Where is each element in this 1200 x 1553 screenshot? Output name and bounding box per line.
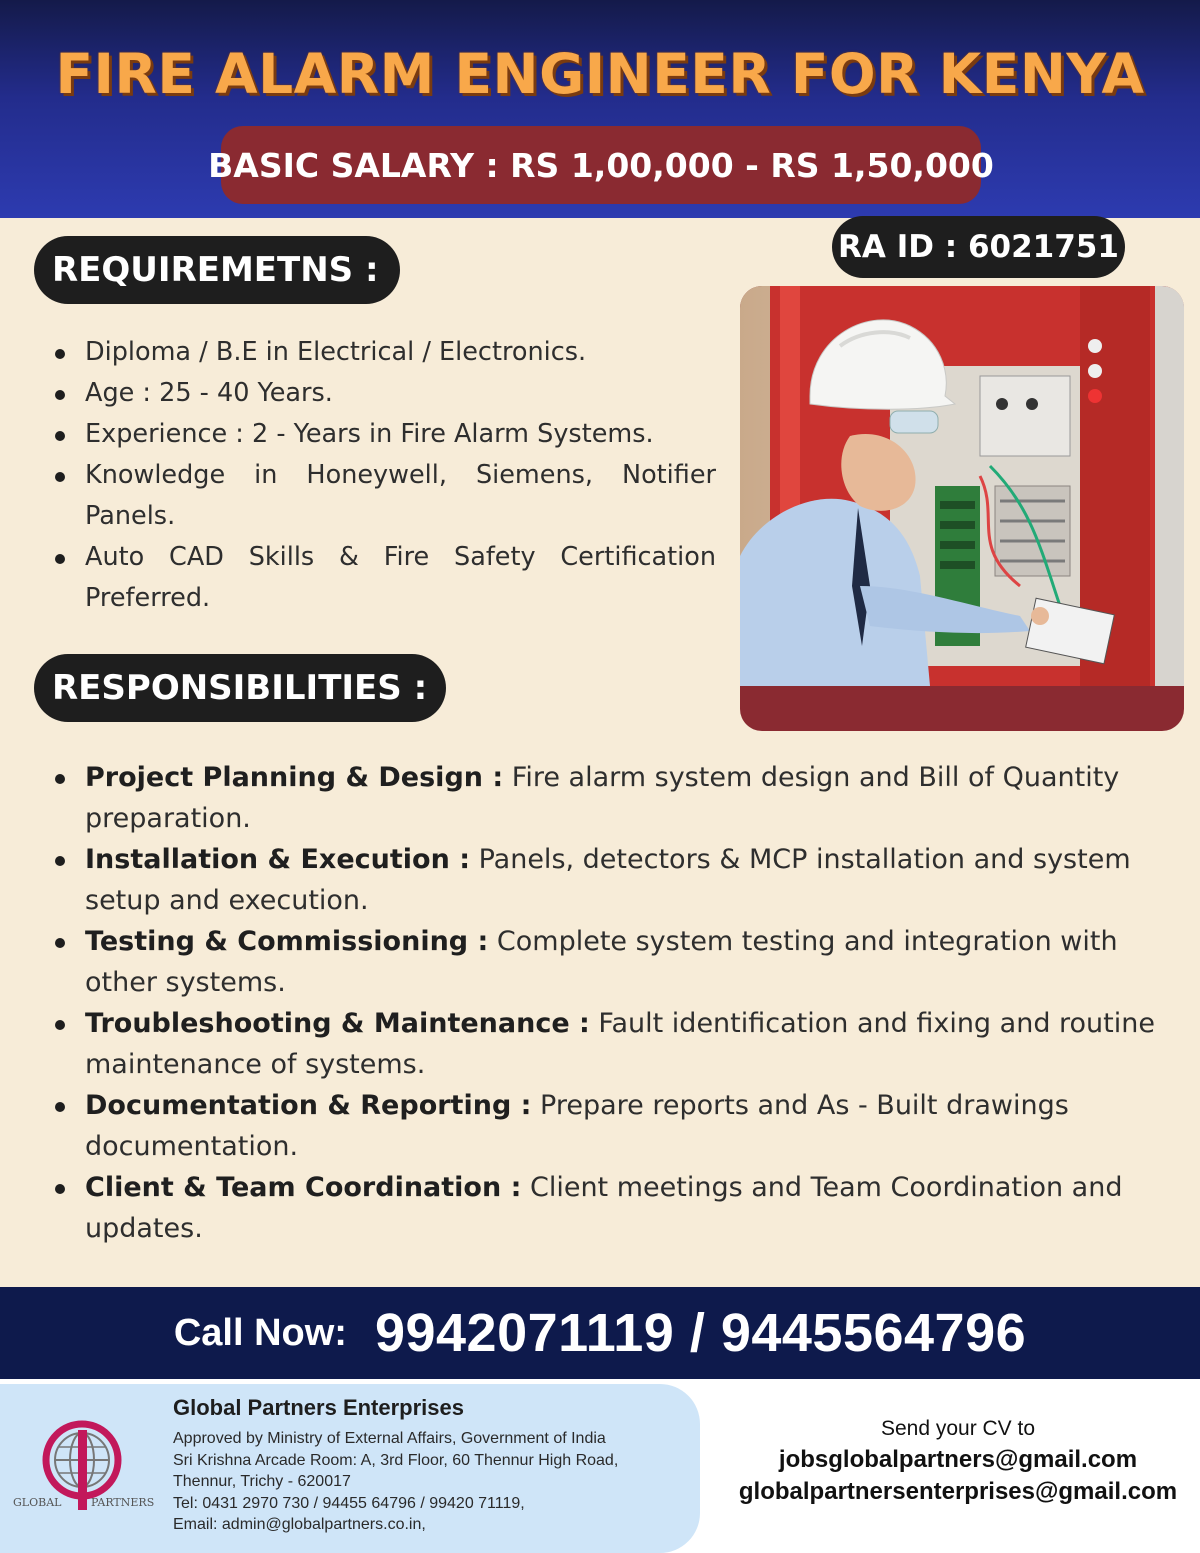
company-address-2: Thennur, Trichy - 620017 — [173, 1473, 351, 1490]
responsibilities-heading: RESPONSIBILITIES : — [34, 654, 446, 722]
item-title: Troubleshooting & Maintenance : — [85, 1008, 590, 1039]
logo-text-left: GLOBAL — [13, 1496, 62, 1509]
responsibilities-list — [52, 757, 1177, 1249]
item-text: Panels, detectors & MCP installation and system setup and execution. — [85, 844, 1131, 916]
logo-text-right: PARTNERS — [91, 1496, 155, 1509]
header-banner — [0, 0, 1200, 218]
company-logo-icon — [10, 1416, 160, 1516]
list-item: Diploma / B.E in Electrical / Electronics. — [52, 332, 716, 373]
item-title: Documentation & Reporting : — [85, 1090, 532, 1121]
company-name: Global Partners Enterprises — [173, 1395, 464, 1420]
list-item — [52, 921, 1177, 1003]
requirements-heading: REQUIREMETNS : — [34, 236, 400, 304]
call-now-label: Call Now: — [173, 1311, 347, 1354]
cv-email-link[interactable]: globalpartnersenterprises@gmail.com — [738, 1478, 1178, 1505]
item-text: Client meetings and Team Coordination and updates. — [85, 1172, 1123, 1244]
ra-id-badge: RA ID : 6021751 — [832, 216, 1125, 278]
item-title: Client & Team Coordination : — [85, 1172, 522, 1203]
company-phone: Tel: 0431 2970 730 / 94455 64796 / 99420 71119, — [173, 1494, 525, 1512]
send-cv-label: Send your CV to — [880, 1417, 1036, 1440]
list-item — [52, 1003, 1177, 1085]
list-item: Age : 25 - 40 Years. — [52, 373, 716, 414]
list-item — [52, 757, 1177, 839]
company-email[interactable]: Email: admin@globalpartners.co.in, — [173, 1516, 426, 1533]
send-cv-block — [716, 1414, 1200, 1508]
item-text: Fault identification and fixing and routine maintenance of systems. — [85, 1008, 1155, 1080]
company-address-1: Sri Krishna Arcade Room: A, 3rd Floor, 60 Thennur High Road, — [173, 1451, 619, 1469]
item-text: Complete system testing and integration with other systems. — [85, 926, 1118, 998]
cv-email-link[interactable]: jobsglobalpartners@gmail.com — [778, 1446, 1138, 1473]
list-item — [52, 1085, 1177, 1167]
list-item: Auto CAD Skills & Fire Safety Certification Preferred. — [52, 537, 716, 619]
item-text: Fire alarm system design and Bill of Quantity preparation. — [85, 762, 1120, 834]
list-item — [52, 1167, 1177, 1249]
list-item — [52, 839, 1177, 921]
salary-badge: BASIC SALARY : RS 1,00,000 - RS 1,50,000 — [221, 126, 981, 204]
company-approval: Approved by Ministry of External Affairs, Government of India — [173, 1430, 606, 1447]
item-title: Installation & Execution : — [85, 844, 471, 875]
engineer-photo — [740, 286, 1184, 731]
engineer-panel-illustration — [740, 286, 1184, 686]
company-info — [173, 1394, 693, 1536]
page-title: FIRE ALARM ENGINEER FOR KENYA — [55, 42, 1145, 106]
phone-numbers[interactable]: 9942071119 / 9445564796 — [374, 1303, 1027, 1363]
item-title: Project Planning & Design : — [85, 762, 504, 793]
call-now-bar — [0, 1287, 1200, 1379]
list-item: Experience : 2 - Years in Fire Alarm Systems. — [52, 414, 716, 455]
item-title: Testing & Commissioning : — [85, 926, 489, 957]
requirements-list — [52, 332, 716, 619]
list-item: Knowledge in Honeywell, Siemens, Notifier Panels. — [52, 455, 716, 537]
item-text: Prepare reports and As - Built drawings documentation. — [85, 1090, 1069, 1162]
